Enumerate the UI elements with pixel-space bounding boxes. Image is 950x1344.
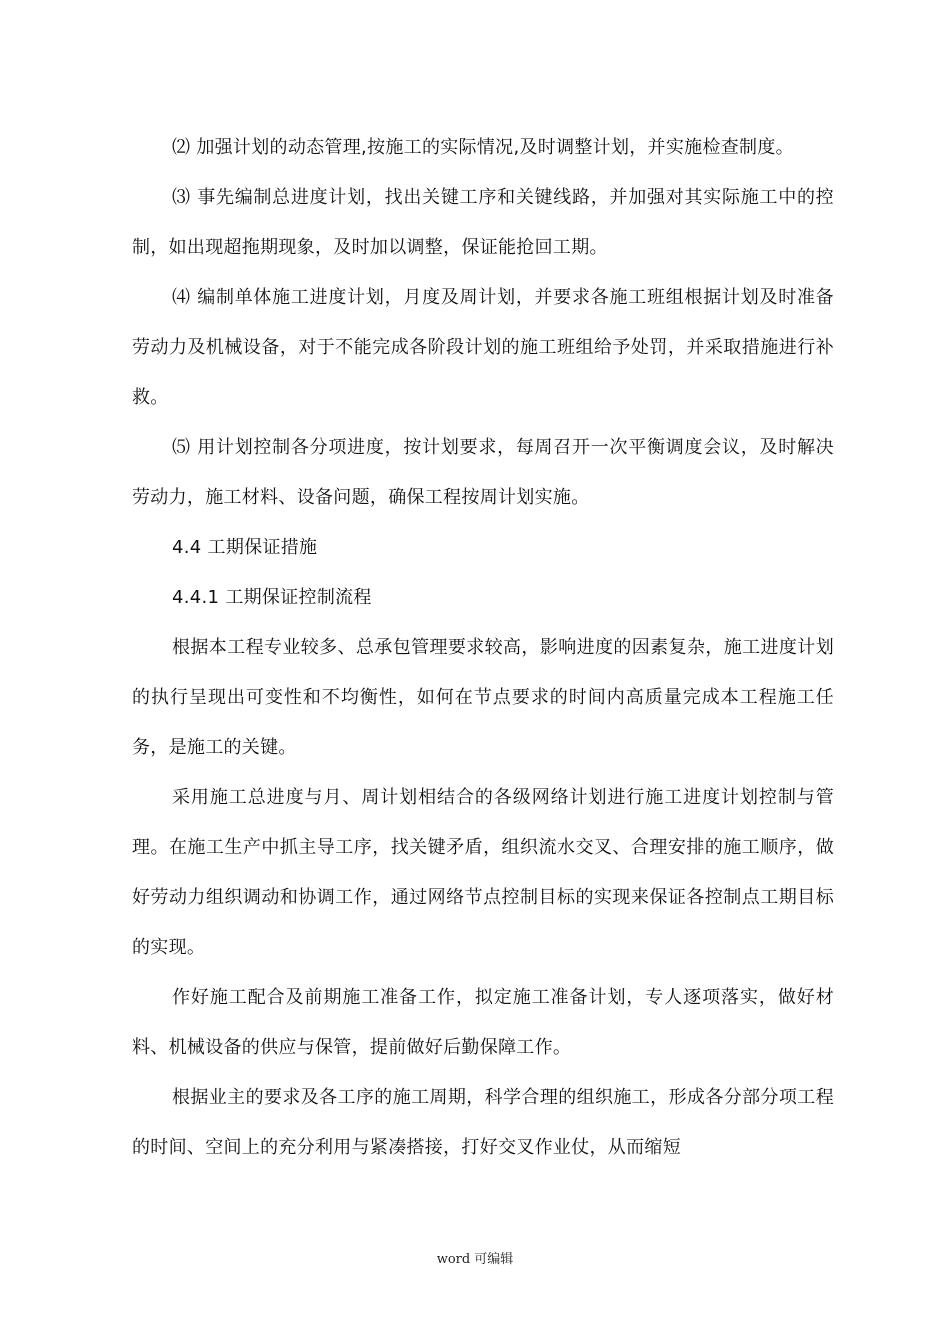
subsection-heading: 4.4.1 工期保证控制流程 <box>172 587 372 608</box>
paragraph-item-3: ⑶ 事先编制总进度计划，找出关键工序和关键线路，并加强对其实际施工中的控制，如出现超拖期现象，及时加以调整，保证能抢回工期。 <box>132 187 834 258</box>
section-heading: 4.4 工期保证措施 <box>172 537 318 558</box>
body-paragraph: 根据业主的要求及各工序的施工周期，科学合理的组织施工，形成各分部分项工程的时间、空间上的充分利用与紧凑搭接，打好交叉作业仗，从而缩短 <box>132 1087 834 1158</box>
paragraph-item-4: ⑷ 编制单体施工进度计划，月度及周计划，并要求各施工班组根据计划及时准备劳动力及机械设备，对于不能完成各阶段计划的施工班组给予处罚，并采取措施进行补救。 <box>132 287 834 408</box>
body-paragraph: 作好施工配合及前期施工准备工作，拟定施工准备计划，专人逐项落实，做好材料、机械设备的供应与保管，提前做好后勤保障工作。 <box>132 987 834 1058</box>
page-footer: word 可编辑 <box>436 1252 514 1267</box>
body-paragraph: 根据本工程专业较多、总承包管理要求较高，影响进度的因素复杂，施工进度计划的执行呈现出可变性和不均衡性，如何在节点要求的时间内高质量完成本工程施工任务，是施工的关键。 <box>132 637 834 758</box>
paragraph-item-2: ⑵ 加强计划的动态管理,按施工的实际情况,及时调整计划，并实施检查制度。 <box>172 137 794 158</box>
document-body <box>132 123 834 1173</box>
body-paragraph: 采用施工总进度与月、周计划相结合的各级网络计划进行施工进度计划控制与管理。在施工生产中抓主导工序，找关键矛盾，组织流水交叉、合理安排的施工顺序，做好劳动力组织调动和协调工作，通过网络节点控制目标的实现来保证各控制点工期目标的实现。 <box>132 787 834 958</box>
paragraph-item-5: ⑸ 用计划控制各分项进度，按计划要求，每周召开一次平衡调度会议，及时解决劳动力，施工材料、设备问题，确保工程按周计划实施。 <box>132 437 834 508</box>
